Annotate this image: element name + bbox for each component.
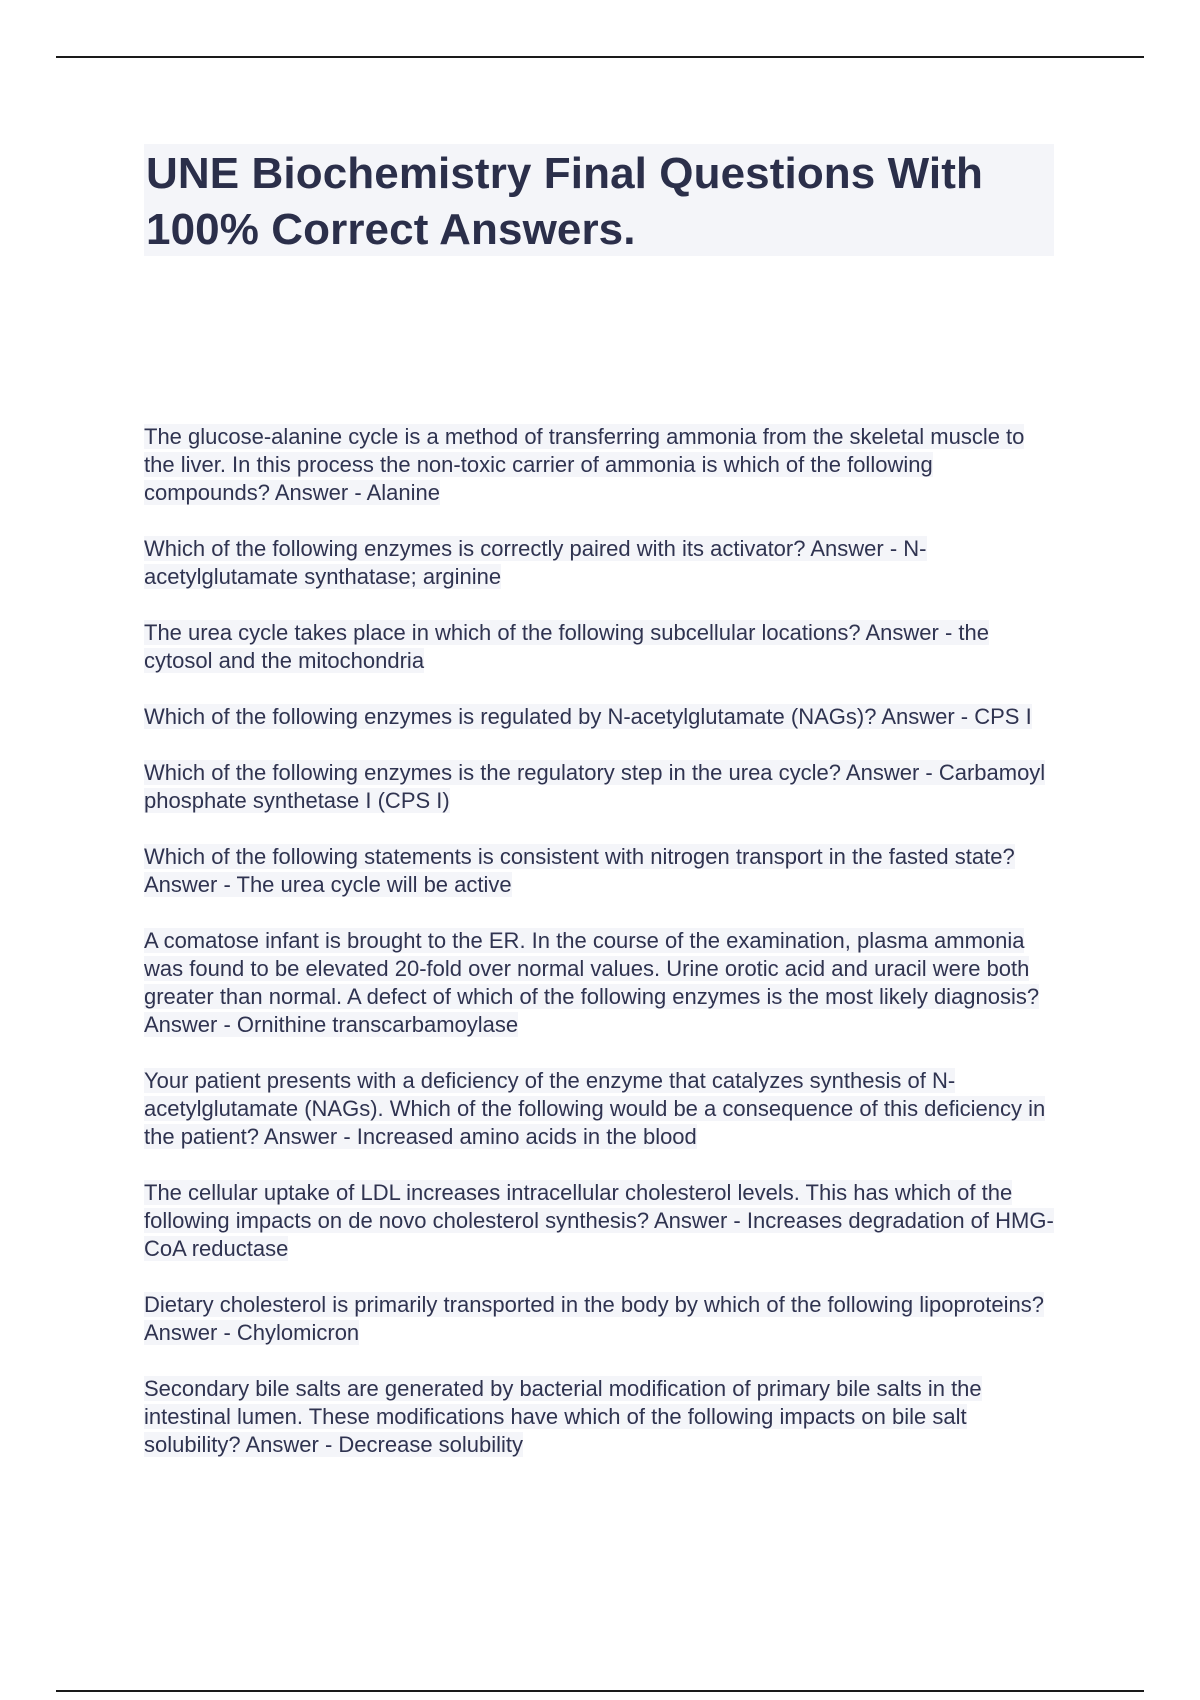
- qa-text: Which of the following enzymes is the regulatory step in the urea cycle? Answer - Carbamoyl phosphate synthetase I (CPS I): [144, 760, 1046, 813]
- top-divider: [56, 56, 1144, 58]
- qa-item-1: [144, 423, 1059, 507]
- qa-text: A comatose infant is brought to the ER. In the course of the examination, plasma ammonia was found to be elevated 20-fold over normal values. Urine orotic acid and uracil were both greater than normal. A defect of which of the following enzymes is the most likely diagnosis? Answer - Ornithine transcarbamoylase: [144, 928, 1040, 1037]
- qa-text: Which of the following enzymes is regulated by N-acetylglutamate (NAGs)? Answer - CPS I: [144, 704, 1032, 729]
- qa-item-8: [144, 1067, 1059, 1151]
- qa-item-7: [144, 927, 1059, 1039]
- qa-item-3: [144, 619, 1059, 675]
- qa-item-5: [144, 759, 1059, 815]
- document-title: UNE Biochemistry Final Questions With 100% Correct Answers.: [146, 149, 983, 254]
- qa-text: Secondary bile salts are generated by bacterial modification of primary bile salts in the intestinal lumen. These modifications have which of the following impacts on bile salt solubility? Answer - Decrease solubility: [144, 1376, 982, 1457]
- title-block: [144, 144, 1054, 256]
- qa-list: [144, 423, 1059, 1487]
- qa-text: Which of the following enzymes is correctly paired with its activator? Answer - N-acetylglutamate synthatase; arginine: [144, 536, 927, 589]
- qa-text: The glucose-alanine cycle is a method of transferring ammonia from the skeletal muscle to the liver. In this process the non-toxic carrier of ammonia is which of the following compounds? Answer - Alanine: [144, 424, 1025, 505]
- qa-item-6: [144, 843, 1059, 899]
- qa-item-9: [144, 1179, 1059, 1263]
- qa-item-2: [144, 535, 1059, 591]
- qa-item-11: [144, 1375, 1059, 1459]
- qa-item-10: [144, 1291, 1059, 1347]
- qa-item-4: [144, 703, 1059, 731]
- qa-text: Dietary cholesterol is primarily transported in the body by which of the following lipoproteins? Answer - Chylomicron: [144, 1292, 1045, 1345]
- qa-text: Which of the following statements is consistent with nitrogen transport in the fasted state? Answer - The urea cycle will be active: [144, 844, 1015, 897]
- qa-text: The cellular uptake of LDL increases intracellular cholesterol levels. This has which of the following impacts on de novo cholesterol synthesis? Answer - Increases degradation of HMG-CoA reductase: [144, 1180, 1054, 1261]
- bottom-divider: [56, 1690, 1144, 1692]
- qa-text: Your patient presents with a deficiency of the enzyme that catalyzes synthesis of N-acetylglutamate (NAGs). Which of the following would be a consequence of this deficiency in the patient? Answer - Increased amino acids in the blood: [144, 1068, 1046, 1149]
- qa-text: The urea cycle takes place in which of the following subcellular locations? Answer - the cytosol and the mitochondria: [144, 620, 990, 673]
